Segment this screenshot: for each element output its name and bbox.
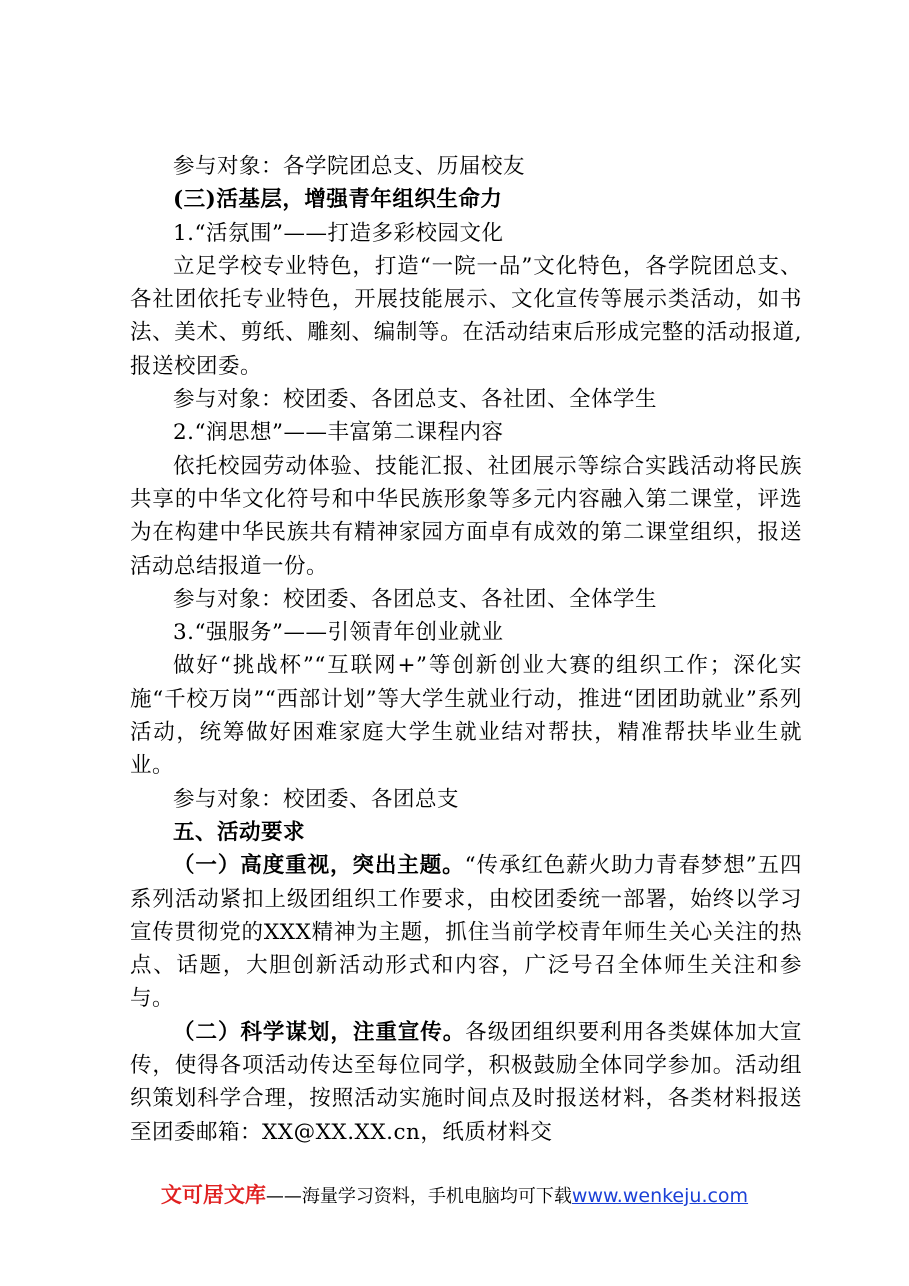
paragraph-participants-4: 参与对象：校团委、各团总支 — [173, 786, 460, 812]
paragraph-lead-phrase: （一）高度重视，突出主题。 — [173, 853, 465, 879]
paragraph-participants-1: 参与对象：各学院团总支、历届校友 — [173, 154, 526, 179]
subheading-3: 3.“强服务”——引领青年创业就业 — [173, 620, 504, 646]
paragraph-lead-rest: “传承红色薪火助力青春梦想”五四系列活动紧扣上级团组织工作要求，由校团委统一部署，始终以学习宣传贯彻党的XXX精神为主题，抓住当前学校青年师生关心关注的热点、话题，大胆创新活动形式和内容，广泛号召全体师生关注和参与。 — [130, 853, 802, 1012]
footer-brand: 文可居文库 — [160, 1183, 266, 1207]
footer-tagline: ——海量学习资料，手机电脑均可下载 — [265, 1186, 572, 1207]
section-heading-5: 五、活动要求 — [173, 819, 306, 845]
paragraph-participants-2: 参与对象：校团委、各团总支、各社团、全体学生 — [173, 387, 658, 413]
paragraph-lead-phrase: （二）科学谋划，注重宣传。 — [173, 1019, 466, 1045]
paragraph-body-1: 立足学校专业特色，打造“一院一品”文化特色，各学院团总支、各社团依托专业特色，开展技能展示、文化宣传等展示类活动，如书法、美术、剪纸、雕刻、编制等。在活动结束后形成完整的活动报道,报送校团委。 — [130, 253, 802, 379]
paragraph-requirement-1 — [130, 849, 802, 1015]
subheading-1: 1.“活氛围”——打造多彩校园文化 — [173, 220, 504, 246]
section-heading-3: (三)活基层，增强青年组织生命力 — [173, 187, 503, 213]
paragraph-participants-3: 参与对象：校团委、各团总支、各社团、全体学生 — [173, 586, 658, 612]
footer-url-link[interactable]: www.wenkeju.com — [571, 1185, 749, 1207]
paragraph-requirement-2 — [130, 1016, 802, 1149]
paragraph-lead-rest: 各级团组织要利用各类媒体加大宣传，使得各项活动传达至每位同学，积极鼓励全体同学参加。活动组织策划科学合理，按照活动实施时间点及时报送材料，各类材料报送至团委邮箱：XX@XX.XX.cn，纸质材料交 — [130, 1019, 802, 1145]
paragraph-body-2: 依托校园劳动体验、技能汇报、社团展示等综合实践活动将民族共享的中华文化符号和中华民族形象等多元内容融入第二课堂，评选为在构建中华民族共有精神家园方面卓有成效的第二课堂组织，报送活动总结报道一份。 — [130, 453, 802, 579]
document-body — [130, 150, 802, 1149]
subheading-2: 2.“润思想”——丰富第二课程内容 — [173, 420, 504, 446]
paragraph-body-3: 做好“挑战杯”“互联网+”等创新创业大赛的组织工作；深化实施“千校万岗”“西部计划”等大学生就业行动，推进“团团助就业”系列活动，统筹做好困难家庭大学生就业结对帮扶，精准帮扶毕业生就业。 — [130, 653, 802, 779]
footer-banner — [0, 1180, 909, 1212]
